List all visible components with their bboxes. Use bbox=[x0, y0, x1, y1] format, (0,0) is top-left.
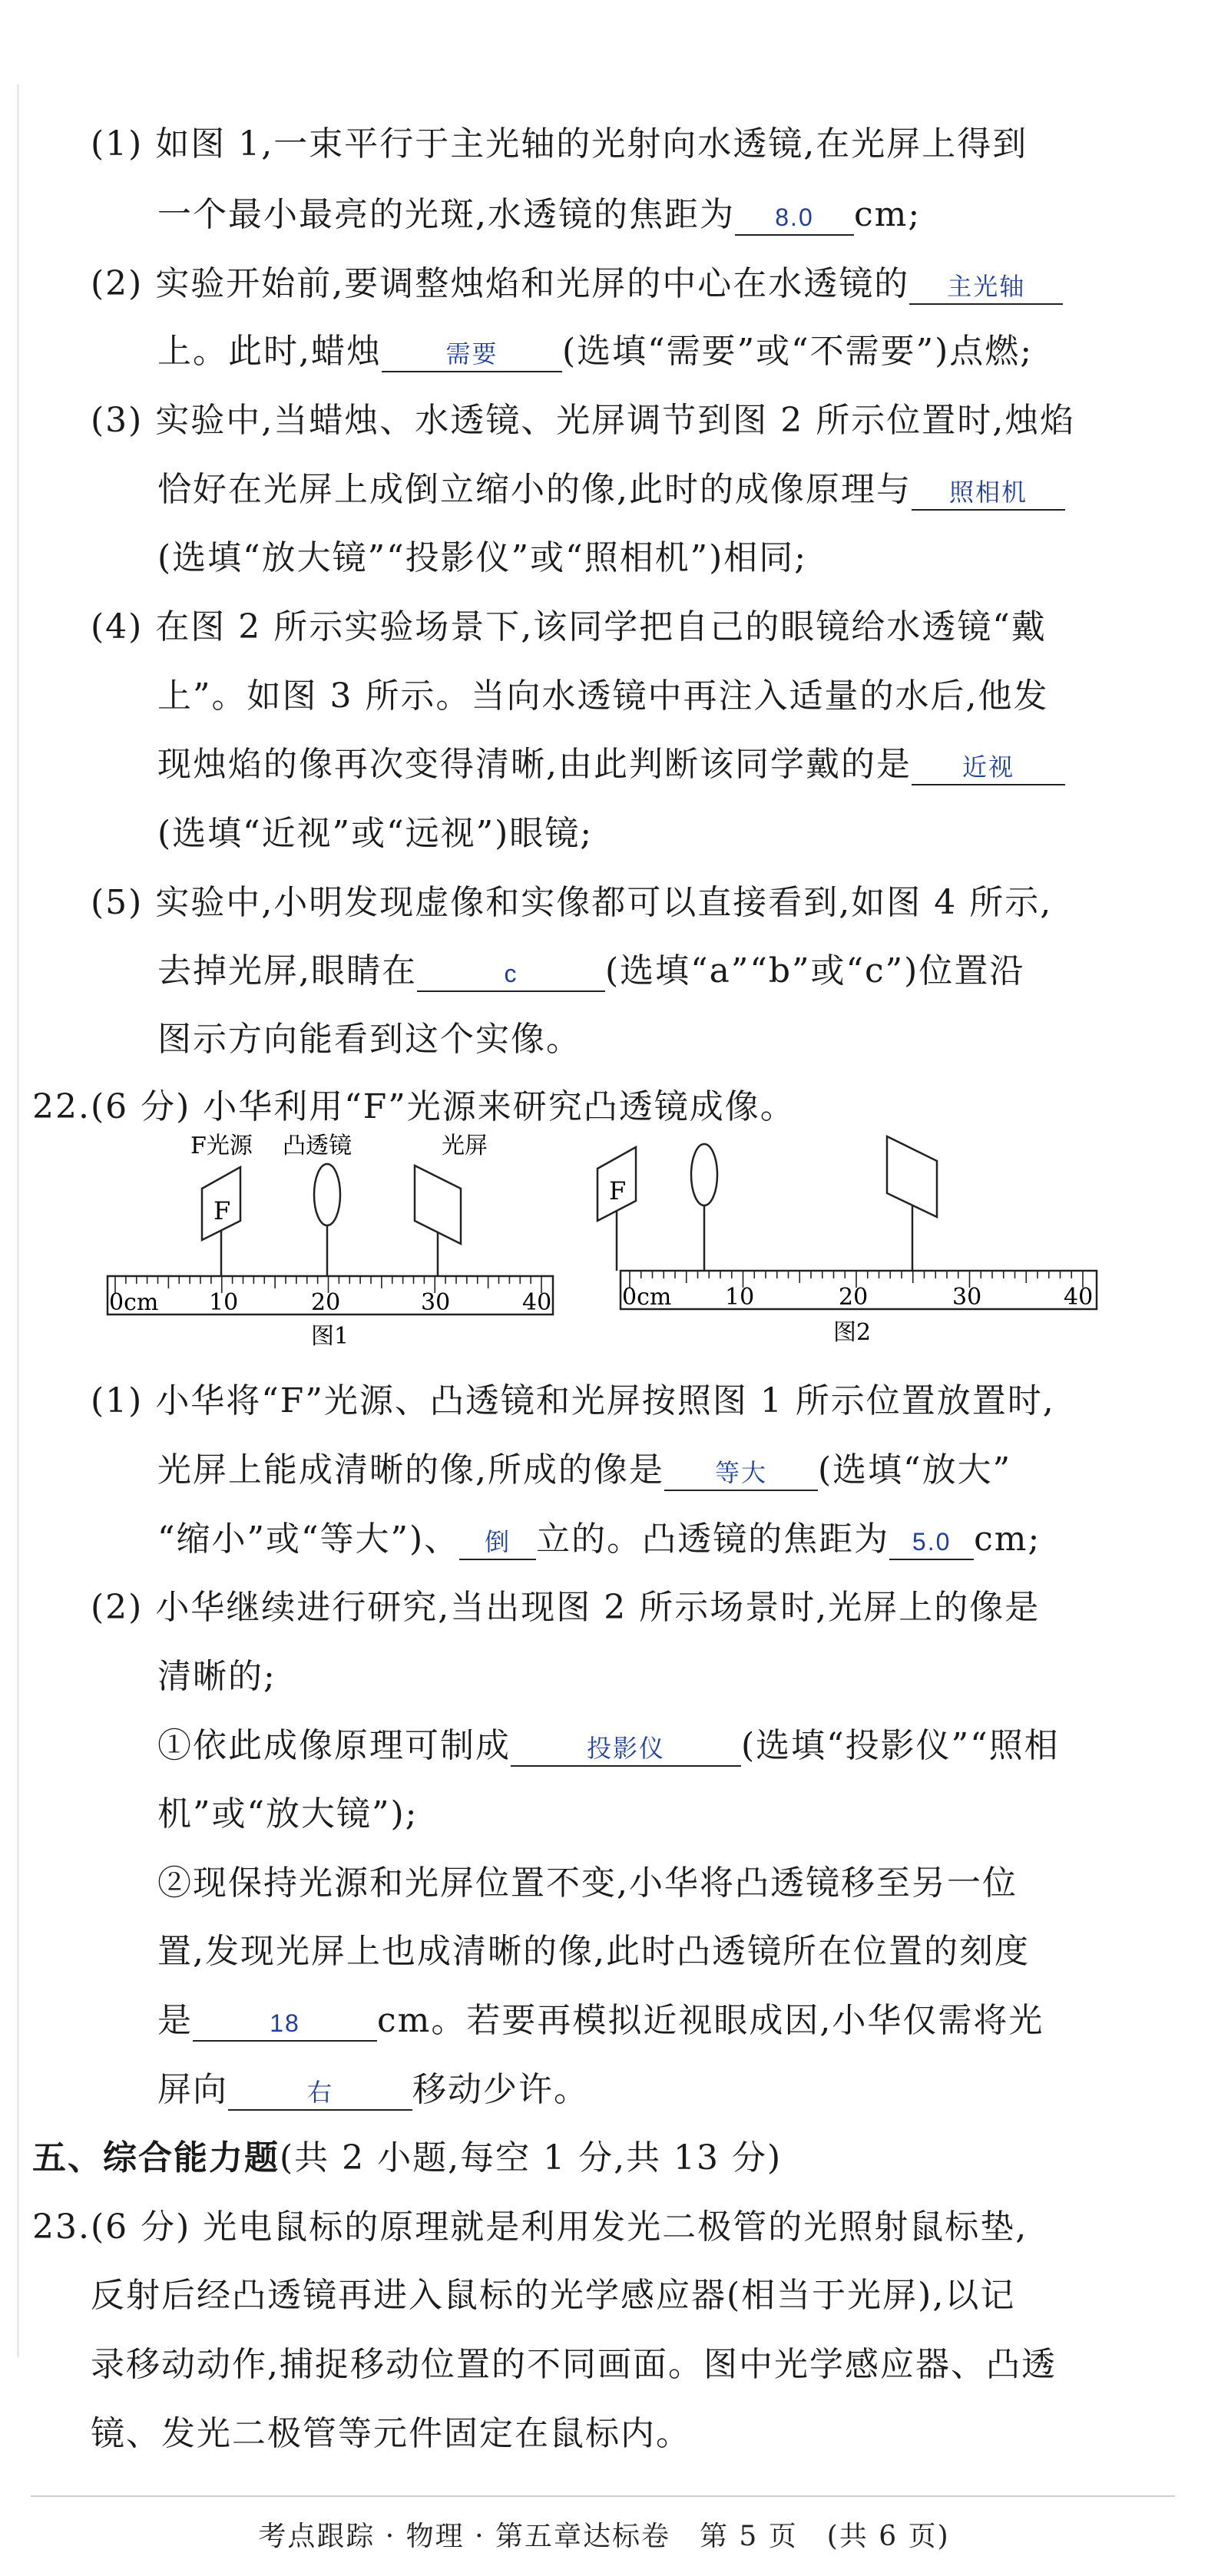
answer-myopia: 近视 bbox=[912, 750, 1065, 785]
q21-part5-text: 去掉光屏,眼睛在 bbox=[157, 951, 417, 990]
fig2-caption: 图2 bbox=[833, 1319, 872, 1346]
answer-scale-18: 18 bbox=[193, 2006, 377, 2042]
q21-part5-text2: (选填“a”“b”或“c”)位置沿 bbox=[605, 951, 1025, 990]
answer-position: c bbox=[417, 957, 605, 992]
q22-part1-line1: (1) 小华将“F”光源、凸透镜和光屏按照图 1 所示位置放置时, bbox=[91, 1381, 1055, 1420]
q21-part2-text: (2) 实验开始前,要调整烛焰和光屏的中心在水透镜的 bbox=[91, 264, 910, 303]
section-5-title: 五、综合能力题 bbox=[32, 2138, 280, 2178]
q21-part1-unit: cm; bbox=[854, 195, 922, 234]
q22-sub2-line1: ②现保持光源和光屏位置不变,小华将凸透镜移至另一位 bbox=[157, 1863, 1018, 1903]
section-5-note: (共 2 小题,每空 1 分,共 13 分) bbox=[280, 2138, 783, 2178]
q21-part2-text2: 上。此时,蜡烛 bbox=[157, 332, 382, 371]
q22-sub2-text: 是 bbox=[157, 2001, 193, 2040]
q21-part3-text: 恰好在光屏上成倒立缩小的像,此时的成像原理与 bbox=[157, 470, 912, 509]
fig1-screen bbox=[415, 1166, 461, 1276]
fig1-ruler bbox=[108, 1276, 553, 1316]
page-footer: 考点跟踪 · 物理 · 第五章达标卷 第 5 页 (共 6 页) bbox=[258, 2521, 950, 2552]
fig1-f-source bbox=[202, 1167, 240, 1276]
fig2-tick-20: 20 bbox=[839, 1284, 869, 1311]
q22-part1-text4: 立的。凸透镜的焦距为 bbox=[536, 1519, 890, 1559]
q22-figures bbox=[0, 1129, 1208, 1359]
q21-part5-line3: 图示方向能看到这个实像。 bbox=[157, 1020, 581, 1059]
figure-1 bbox=[108, 1133, 553, 1350]
q21-part5-line1: (5) 实验中,小明发现虚像和实像都可以直接看到,如图 4 所示, bbox=[91, 883, 1053, 922]
q22-sub2-line2: 置,发现光屏上也成清晰的像,此时凸透镜所在位置的刻度 bbox=[157, 1932, 1030, 1971]
answer-equal-size: 等大 bbox=[664, 1456, 818, 1491]
q21-part2-line1 bbox=[91, 261, 1063, 307]
fig1-convex-lens bbox=[314, 1164, 340, 1276]
section-5-heading bbox=[32, 2135, 782, 2181]
q21-part1-text: 一个最小最亮的光斑,水透镜的焦距为 bbox=[157, 195, 735, 234]
fig1-tick-0: 0cm bbox=[109, 1289, 159, 1316]
fig2-f-letter: F bbox=[609, 1176, 627, 1205]
q22-title: 22.(6 分) 小华利用“F”光源来研究凸透镜成像。 bbox=[32, 1087, 796, 1126]
q21-part4-line1: (4) 在图 2 所示实验场景下,该同学把自己的眼镜给水透镜“戴 bbox=[91, 607, 1047, 646]
q22-part2-line2: 清晰的; bbox=[157, 1657, 276, 1696]
q21-part2-line2 bbox=[157, 329, 1033, 375]
fig2-tick-40: 40 bbox=[1064, 1284, 1094, 1311]
q22-sub2-line4 bbox=[157, 2067, 589, 2113]
q23-line2: 反射后经凸透镜再进入鼠标的光学感应器(相当于光屏),以记 bbox=[91, 2276, 1016, 2315]
answer-projector: 投影仪 bbox=[511, 1731, 741, 1767]
q22-sub2-text4: 移动少许。 bbox=[412, 2070, 589, 2109]
q22-part1-text2: (选填“放大” bbox=[818, 1450, 1012, 1490]
fig2-convex-lens bbox=[691, 1144, 717, 1271]
fig2-screen bbox=[887, 1136, 937, 1271]
fig1-caption: 图1 bbox=[311, 1323, 349, 1350]
q22-part2-line1: (2) 小华继续进行研究,当出现图 2 所示场景时,光屏上的像是 bbox=[91, 1588, 1041, 1627]
fig1-label-screen: 光屏 bbox=[442, 1133, 488, 1159]
q21-part3-line1: (3) 实验中,当蜡烛、水透镜、光屏调节到图 2 所示位置时,烛焰 bbox=[91, 401, 1076, 440]
q22-sub1-line2: 机”或“放大镜”); bbox=[157, 1794, 419, 1834]
fig2-f-source bbox=[597, 1147, 636, 1271]
fig1-label-lens: 凸透镜 bbox=[283, 1133, 352, 1159]
q23-line3: 录移动动作,捕捉移动位置的不同画面。图中光学感应器、凸透 bbox=[91, 2345, 1057, 2384]
q21-part1-line2 bbox=[157, 192, 921, 238]
q22-sub2-text2: cm。若要再模拟近视眼成因,小华仅需将光 bbox=[377, 2001, 1044, 2040]
fig1-tick-30: 30 bbox=[421, 1289, 451, 1316]
q21-part4-line2: 上”。如图 3 所示。当向水透镜中再注入适量的水后,他发 bbox=[157, 676, 1049, 716]
fig2-ruler bbox=[621, 1271, 1097, 1311]
q22-sub1-text: ①依此成像原理可制成 bbox=[157, 1726, 511, 1765]
footer-divider bbox=[31, 2495, 1175, 2497]
fig1-tick-10: 10 bbox=[209, 1289, 239, 1316]
answer-right: 右 bbox=[228, 2075, 412, 2111]
q21-part2-text3: (选填“需要”或“不需要”)点燃; bbox=[562, 332, 1034, 371]
figure-2 bbox=[597, 1136, 1097, 1346]
answer-focal-length: 8.0 bbox=[735, 200, 854, 236]
q21-part1-line1: (1) 如图 1,一束平行于主光轴的光射向水透镜,在光屏上得到 bbox=[91, 124, 1028, 164]
q22-part1-unit: cm; bbox=[974, 1519, 1041, 1559]
q22-sub1-text2: (选填“投影仪”“照相 bbox=[741, 1726, 1060, 1765]
fig2-tick-0: 0cm bbox=[622, 1284, 672, 1311]
q23-line1: 23.(6 分) 光电鼠标的原理就是利用发光二极管的光照射鼠标垫, bbox=[32, 2207, 1028, 2247]
q22-sub1-line1 bbox=[157, 1723, 1060, 1769]
q22-sub2-text3: 屏向 bbox=[157, 2070, 228, 2109]
fig1-label-source: F光源 bbox=[190, 1133, 253, 1159]
answer-main-axis: 主光轴 bbox=[909, 270, 1063, 305]
q22-part1-line3 bbox=[157, 1516, 1041, 1562]
q22-sub2-line3 bbox=[157, 1998, 1044, 2044]
q23-line4: 镜、发光二极管等元件固定在鼠标内。 bbox=[91, 2414, 691, 2453]
answer-need-light: 需要 bbox=[382, 337, 562, 372]
answer-inverted: 倒 bbox=[459, 1525, 536, 1560]
q21-part3-line3: (选填“放大镜”“投影仪”或“照相机”)相同; bbox=[157, 538, 808, 577]
answer-focal-5: 5.0 bbox=[889, 1525, 974, 1560]
answer-camera: 照相机 bbox=[912, 475, 1065, 511]
fig1-tick-40: 40 bbox=[522, 1289, 552, 1316]
q22-part1-text: 光屏上能成清晰的像,所成的像是 bbox=[157, 1450, 664, 1490]
q22-part1-line2 bbox=[157, 1447, 1011, 1493]
q21-part3-line2 bbox=[157, 467, 1065, 513]
q22-part1-text3: “缩小”或“等大”)、 bbox=[157, 1519, 460, 1559]
fig2-tick-10: 10 bbox=[725, 1284, 755, 1311]
fig1-f-letter: F bbox=[213, 1196, 231, 1225]
q21-part4-line4: (选填“近视”或“远视”)眼镜; bbox=[157, 814, 594, 853]
q21-part4-text: 现烛焰的像再次变得清晰,由此判断该同学戴的是 bbox=[157, 745, 912, 784]
q21-part5-line2 bbox=[157, 948, 1024, 994]
fig1-tick-20: 20 bbox=[311, 1289, 341, 1316]
q21-part4-line3 bbox=[157, 742, 1065, 788]
fig2-tick-30: 30 bbox=[952, 1284, 982, 1311]
